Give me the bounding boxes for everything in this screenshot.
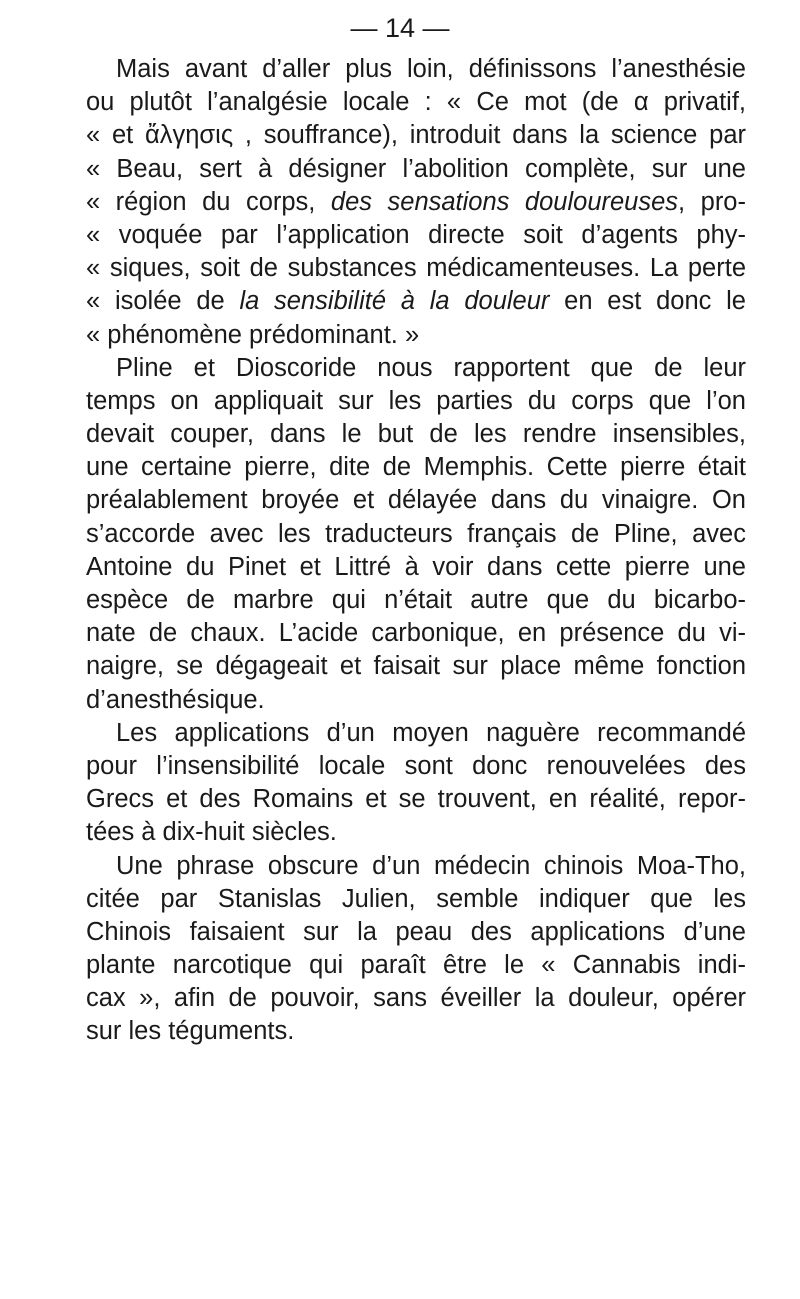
line-text: « région du corps, <box>86 187 331 216</box>
line-text: cax », afin de pouvoir, sans éveiller la douleur, opérer <box>86 984 746 1013</box>
text-line <box>86 617 746 650</box>
text-line <box>86 53 746 86</box>
text-line <box>86 584 746 617</box>
line-text: sur les téguments. <box>86 1017 295 1046</box>
text-line <box>86 418 746 451</box>
text-line <box>86 153 746 186</box>
line-text: « Beau, sert à désigner l’abolition complète, sur une <box>86 154 746 183</box>
text-line <box>86 850 746 883</box>
line-text: citée par Stanislas Julien, semble indiquer que les <box>86 884 746 913</box>
text-line <box>86 252 746 285</box>
text-line <box>86 119 746 152</box>
line-text: « voquée par l’application directe soit d’agents phy- <box>86 220 746 249</box>
text-line <box>86 86 746 119</box>
line-text: « isolée de <box>86 287 240 316</box>
italic-text: des sensations douloureuses <box>330 187 679 216</box>
line-text: pour l’insensibilité locale sont donc renouvelées des <box>86 751 746 780</box>
text-line <box>86 717 746 750</box>
line-text: Antoine du Pinet et Littré à voir dans cette pierre une <box>86 552 746 581</box>
line-text: s’accorde avec les traducteurs français de Pline, avec <box>86 519 746 548</box>
italic-text: la sensibilité à la douleur <box>239 287 550 316</box>
text-line <box>86 186 746 219</box>
text-line <box>86 783 746 816</box>
page-number: — 14 — <box>350 13 450 43</box>
line-text: , pro- <box>678 187 746 216</box>
text-line <box>86 750 746 783</box>
line-text: « phénomène prédominant. » <box>86 320 420 349</box>
text-line <box>86 484 746 517</box>
text-line <box>86 285 746 318</box>
body-text <box>86 53 746 1049</box>
line-text: ou plutôt l’analgésie locale : « Ce mot (de α privatif, <box>86 88 746 117</box>
text-line <box>86 319 746 352</box>
line-text: nate de chaux. L’acide carbonique, en présence du vi- <box>86 619 746 648</box>
line-text: Chinois faisaient sur la peau des applications d’une <box>86 917 746 946</box>
line-text: plante narcotique qui paraît être le « Cannabis indi- <box>86 951 746 980</box>
line-text: naigre, se dégageait et faisait sur place même fonction <box>86 652 746 681</box>
line-text: Mais avant d’aller plus loin, définissons l’anesthésie <box>116 55 746 83</box>
text-line <box>86 385 746 418</box>
line-text: une certaine pierre, dite de Memphis. Cette pierre était <box>86 453 746 482</box>
line-text: Les applications d’un moyen naguère recommandé <box>116 718 746 747</box>
text-line <box>86 551 746 584</box>
text-line <box>86 916 746 949</box>
text-line <box>86 1015 746 1048</box>
text-line <box>86 352 746 385</box>
text-line <box>86 982 746 1015</box>
text-line <box>86 219 746 252</box>
text-line <box>86 518 746 551</box>
line-text: Pline et Dioscoride nous rapportent que de leur <box>116 353 746 382</box>
line-text: temps on appliquait sur les parties du corps que l’on <box>86 386 746 415</box>
line-text: devait couper, dans le but de les rendre insensibles, <box>86 420 746 449</box>
text-line <box>86 883 746 916</box>
text-line <box>86 684 746 717</box>
line-text: en est donc le <box>549 287 746 316</box>
text-line <box>86 650 746 683</box>
line-text: préalablement broyée et délayée dans du vinaigre. On <box>86 486 746 515</box>
line-text: Une phrase obscure d’un médecin chinois Moa-Tho, <box>116 851 746 880</box>
line-text: « et ἄλγησις , souffrance), introduit dans la science par <box>86 121 746 150</box>
text-line <box>86 816 746 849</box>
text-line <box>86 949 746 982</box>
text-line <box>86 451 746 484</box>
line-text: « siques, soit de substances médicamenteuses. La perte <box>86 254 746 283</box>
line-text: tées à dix-huit siècles. <box>86 818 337 847</box>
line-text: d’anesthésique. <box>86 685 265 714</box>
line-text: Grecs et des Romains et se trouvent, en réalité, repor- <box>86 785 746 814</box>
line-text: espèce de marbre qui n’était autre que du bicarbo- <box>86 586 746 614</box>
